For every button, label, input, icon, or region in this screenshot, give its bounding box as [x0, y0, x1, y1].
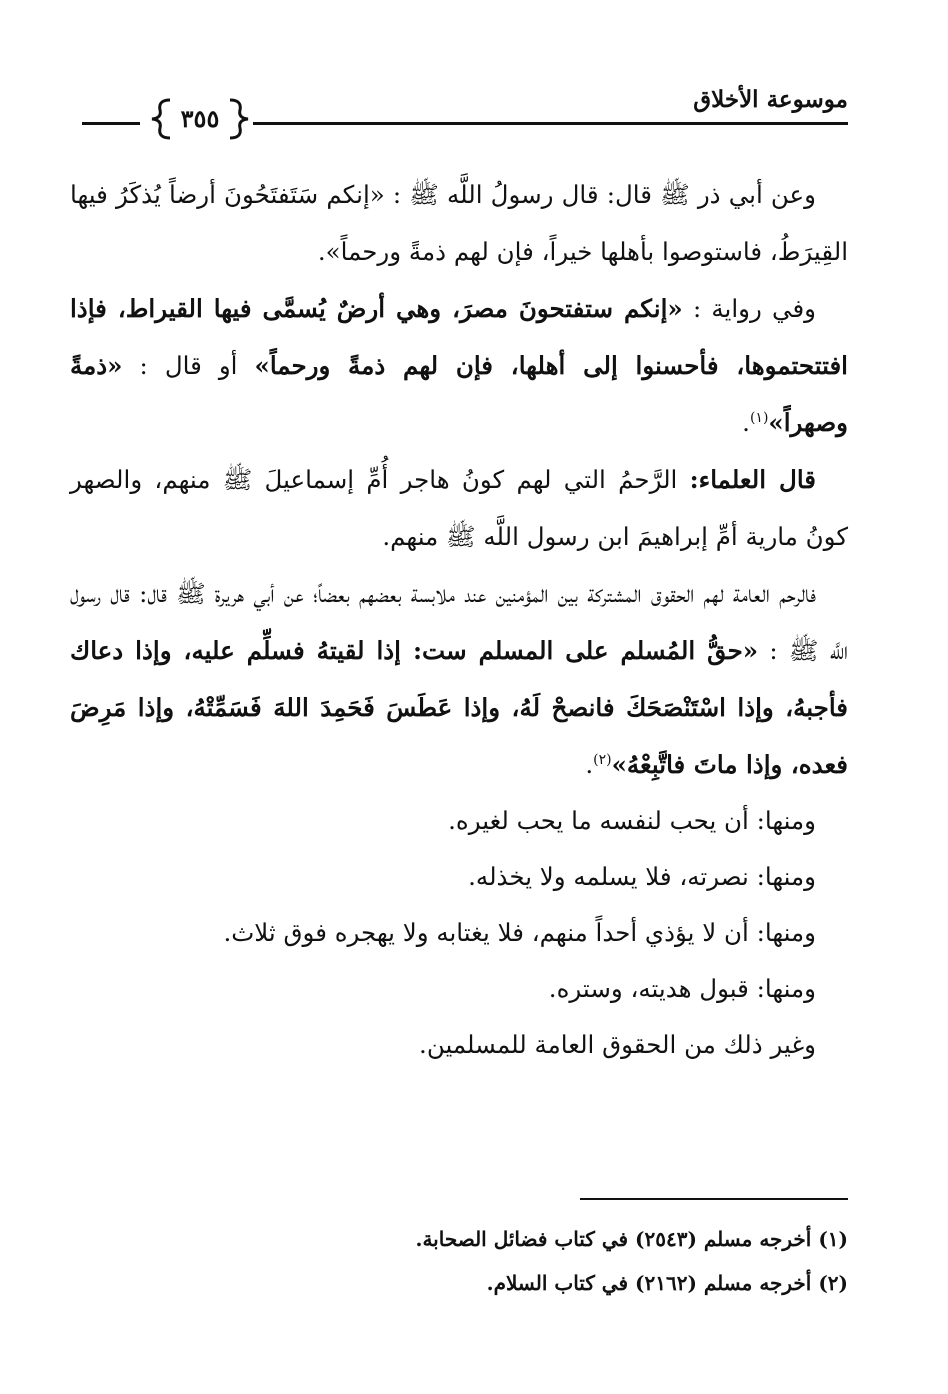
page-number-badge — [150, 96, 250, 142]
footnote-1: (١) أخرجه مسلم (٢٥٤٣) في كتاب فضائل الصحابة. — [415, 1227, 848, 1251]
rahim-text: فالرحم العامة لهم الحقوق المشتركة بين المؤمنين عند ملابسة بعضهم بعضاً؛ عن أبي هريرة ﷺ قال: قال رسول اللَّه ﷺ : — [70, 579, 848, 665]
footnote-divider — [580, 1198, 848, 1200]
riwaya-quote-1: «إنكم ستفتحونَ مصرَ، وهي أرضٌ يُسمَّى فيها القيراط، فإذا افتتحتموها، فأحسنوا إلى أهلها، فإن لهم ذمةً ورحماً» — [70, 294, 848, 380]
list-item: ومنها: أن لا يؤذي أحداً منهم، فلا يغتابه ولا يهجره فوق ثلاث. — [223, 918, 816, 947]
riwaya-quote-2: «ذمةً وصهراً» — [70, 351, 848, 437]
page-header — [70, 82, 848, 142]
footnote-ref-1: (١) — [749, 409, 769, 426]
header-rule-left — [82, 122, 140, 125]
paragraph-rahim — [70, 565, 848, 793]
list-item: ومنها: قبول هديته، وستره. — [548, 974, 816, 1003]
footnote-ref-2: (٢) — [593, 751, 612, 768]
ulama-text: الرَّحمُ التي لهم كونُ هاجر أُمِّ إسماعيلَ ﷺ منهم، والصهر كونُ مارية أمِّ إبراهيمَ ابن رسول اللَّه ﷺ منهم. — [70, 465, 848, 551]
footnote-2: (٢) أخرجه مسلم (٢١٦٢) في كتاب السلام. — [486, 1271, 848, 1295]
list-item: وغير ذلك من الحقوق العامة للمسلمين. — [419, 1030, 816, 1059]
ulama-lead: قال العلماء: — [689, 465, 816, 494]
paragraph-ulama — [70, 451, 848, 565]
page-number: ٣٥٥ — [180, 104, 220, 133]
list-item: ومنها: أن يحب لنفسه ما يحب لغيره. — [448, 806, 816, 835]
main-text — [70, 166, 848, 1073]
riwaya-end: . — [742, 408, 750, 437]
riwaya-lead: وفي رواية : — [692, 294, 817, 323]
header-rule-right — [253, 122, 848, 125]
rahim-end: . — [585, 750, 594, 779]
paragraph-riwaya — [70, 280, 848, 451]
hadith-quote: «حقُّ المُسلم على المسلم ست: إذا لقيتهُ فسلِّم عليه، وإذا دعاك فأجبهُ، وإذا اسْتَنْصَحَكَ فانصحْ لَهُ، وإذا عَطَسَ فَحَمِدَ اللهَ فَسَمِّتْهُ، وإذا مَرِضَ فعده، وإذا ماتَ فاتَّبِعْهُ» — [70, 636, 848, 779]
list-item: ومنها: نصرته، فلا يسلمه ولا يخذله. — [468, 862, 816, 891]
book-title: موسوعة الأخلاق — [693, 86, 848, 113]
paragraph-text: وعن أبي ذر ﷺ قال: قال رسولُ اللَّه ﷺ : «إنكم سَتَفتَحُونَ أرضاً يُذكَرُ فيها القِيرَطُ، فاستوصوا بأهلها خيراً، فإن لهم ذمةً ورحماً». — [70, 180, 848, 266]
riwaya-mid: أو قال : — [139, 351, 238, 380]
paragraph-abu-dhar — [70, 166, 848, 280]
footnotes — [248, 1217, 848, 1305]
